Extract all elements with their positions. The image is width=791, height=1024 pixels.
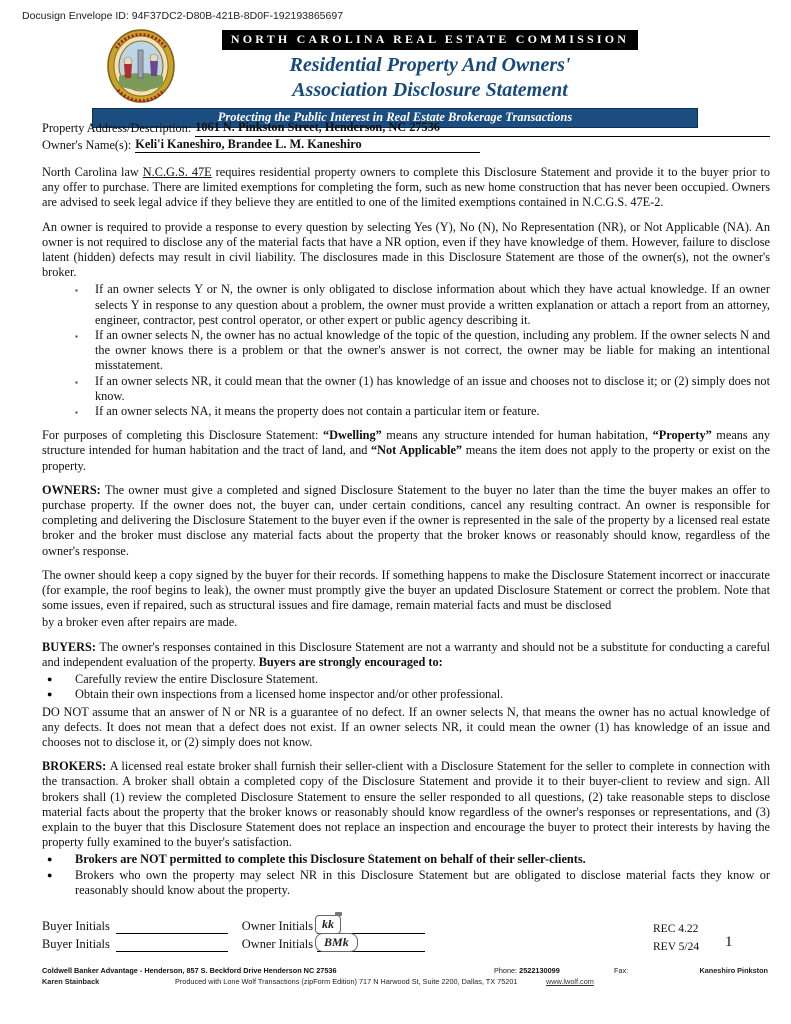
form-title [222,53,638,103]
form-header [92,30,698,128]
list-item: ● Brokers are NOT permitted to complete this Disclosure Statement on behalf of their seller-clients. [47,852,586,867]
property-address-field[interactable]: 1061 N. Pinkston Street, Henderson, NC 27536 [195,120,770,137]
paragraph-buyers: BUYERS: The owner's responses contained in this Disclosure Statement are not a warranty and should not be a substitute for conducting a careful and independent evaluation of the property. Buyers are strongly encouraged to: [42,639,770,669]
form-revision-info [653,920,723,956]
list-item: ▪ If an owner selects NA, it means the property does not contain a particular item or feature. [42,404,770,419]
docusign-envelope-id: Docusign Envelope ID: 94F37DC2-D80B-421B-8D0F-192193865697 [22,10,344,22]
list-item: ▪ If an owner selects Y or N, the owner is only obligated to disclose information about which they have actual knowledge. If an owner selects Y in response to any question about a problem, the owner must provide a written explanation or attach a report from an attorney, engineer, contractor, pest control operator, or other expert or public agency describing it. [75,282,770,327]
buyer-initials-label: Buyer Initials [42,937,110,951]
property-address-row [42,120,770,137]
bullet-icon: ● [47,869,53,880]
list-item: ▪ If an owner selects N, the owner has no actual knowledge of the topic of the question, including any problem. If the owner selects N and the owner knows there is a problem or that the owner's answer is not correct, the owner may be liable for making an intentional misstatement. [75,328,770,373]
page-number: 1 [725,934,733,950]
tagline-banner: Protecting the Public Interest in Real Estate Brokerage Transactions [92,108,698,128]
owner-initials-field-2[interactable] [317,937,425,952]
commission-banner: NORTH CAROLINA REAL ESTATE COMMISSION [222,30,638,50]
footer-fax-label: Fax: [614,966,629,975]
selection-bullet-list [42,282,770,419]
form-title-line1: Residential Property And Owners' [289,54,571,76]
owner-initials-label: Owner Initials [241,937,314,951]
bullet-icon: ● [47,854,53,865]
list-item: ● Brokers who own the property may select NR in this Disclosure Statement but are obligated to disclose material facts they know or reasonably should know about the property. [47,867,770,897]
list-item: ● Carefully review the entire Disclosure Statement. [47,672,319,687]
rev-date: REV 5/24 [653,941,700,953]
footer-agent: Karen Stainback [42,977,100,986]
brokers-bullet-list [42,852,770,898]
bullet-icon: ▪ [75,286,78,296]
bullet-icon: ▪ [75,408,78,418]
paragraph-definitions: For purposes of completing this Disclosure Statement: “Dwelling” means any structure intended for human habitation, “Property” means any structure intended for human habitation and the tract of land, and “Not Applicable” means the item does not apply to the property or exist on the property. [42,428,770,473]
footer-produced-by: Produced with Lone Wolf Transactions (zipForm Edition) 717 N Harwood St, Suite 2200, Dallas, TX 75201 [175,977,518,986]
initials-section [42,916,770,952]
buyer-initials-label: Buyer Initials [42,919,110,933]
paragraph-keep-copy-continuation: by a broker even after repairs are made. [42,615,238,630]
docusign-initials-kk[interactable]: kk [315,915,341,934]
owner-name-field[interactable]: Keli'i Kaneshiro, Brandee L. M. Kaneshiro [135,137,480,154]
footer-office: Coldwell Banker Advantage - Henderson, 857 S. Beckford Drive Henderson NC 27536 [42,966,337,975]
bullet-icon: ▪ [75,377,78,387]
paragraph-do-not-assume: DO NOT assume that an answer of N or NR is a guarantee of no defect. If an owner selects N, that means the owner has no actual knowledge of any defects. It does not mean that a defect does not exist. If an owner selects NR, it could mean the owner (1) has knowledge of an issue and chooses not to disclose it, or (2) simply does not know. [42,704,770,749]
buyer-initials-field-1[interactable] [116,919,228,934]
form-body [42,120,770,898]
paragraph-brokers: BROKERS: A licensed real estate broker shall furnish their seller-client with a Disclosure Statement for the seller to complete in connection with the transaction. A broker shall obtain a completed copy of the Disclosure Statement and provide it to their buyer-client to review and sign. All brokers shall (1) review the completed Disclosure Statement to ensure the seller responded to all questions, (2) take reasonable steps to disclose material facts about the property that the broker knows or reasonably should know regardless of the owner's responses or representations, and (3) explain to the buyer that this Disclosure Statement does not replace an inspection and encourage the buyer to protect their interests by having the property fully examined to the buyer's satisfaction. [42,759,770,850]
form-title-line2: Association Disclosure Statement [292,79,568,101]
bullet-icon: ▪ [75,332,78,342]
docusign-initials-bmk[interactable]: BMk [315,933,358,952]
bullet-icon: ● [47,674,53,685]
owner-initials-field-1[interactable] [317,919,425,934]
owner-name-label: Owner's Name(s): [42,137,132,152]
rec-number: REC 4.22 [653,923,699,935]
nc-state-seal-icon [106,28,176,108]
docusign-tab-icon [335,912,342,916]
list-item: ▪ If an owner selects NR, it could mean that the owner (1) has knowledge of an issue and chooses not to disclose it; or (2) simply does not know. [75,373,770,403]
bullet-icon: ● [47,689,53,700]
owner-name-row [42,137,770,154]
footer-phone: Phone: 2522130099 [494,966,560,975]
list-item: ● Obtain their own inspections from a licensed home inspector and/or other professional. [47,687,504,702]
paragraph-law: North Carolina law N.C.G.S. 47E requires residential property owners to complete this Disclosure Statement and provide it to the buyer prior to any offer to purchase. There are limited exemptions for completing the form, such as new home construction that has never been occupied. Owners are advised to seek legal advice if they believe they are entitled to one of the limited exemptions contained in N.C.G.S. 47E-2. [42,165,770,210]
footer-website-link[interactable]: www.lwolf.com [546,977,594,986]
buyer-initials-field-2[interactable] [116,937,228,952]
buyers-bullet-list [42,672,770,702]
paragraph-response-options: An owner is required to provide a response to every question by selecting Yes (Y), No (N), No Representation (NR), or Not Applicable (NA). An owner is not required to disclose any of the material facts that have a NR option, even if they have knowledge of them. However, failure to disclose latent (hidden) defects may result in civil liability. The disclosures made in this Disclosure Statement are those of the owner(s), not the owner's broker. [42,219,770,280]
property-address-label: Property Address/Description: [42,121,192,135]
paragraph-keep-copy: The owner should keep a copy signed by the buyer for their records. If something happens to make the Disclosure Statement incorrect or inaccurate (for example, the roof begins to leak), the owner must promptly give the buyer an updated Disclosure Statement or correct the problem. Note that some issues, even if repaired, such as structural issues and fire damage, remain material facts and must be disclosed [42,567,770,613]
paragraph-owners: OWNERS: The owner must give a completed and signed Disclosure Statement to the buyer no later than the time the buyer makes an offer to purchase property. If the owner does not, the buyer can, under certain conditions, cancel any resulting contract. An owner is responsible for completing and delivering the Disclosure Statement to the buyer even if the owner is represented in the sale of the property by a licensed real estate broker and the broker must disclose any material facts about the property that the broker knows or reasonably should know, regardless of the owner's response. [42,482,770,558]
owner-initials-label: Owner Initials [241,919,314,933]
footer-file-name: Kaneshiro Pinkston [699,966,768,975]
